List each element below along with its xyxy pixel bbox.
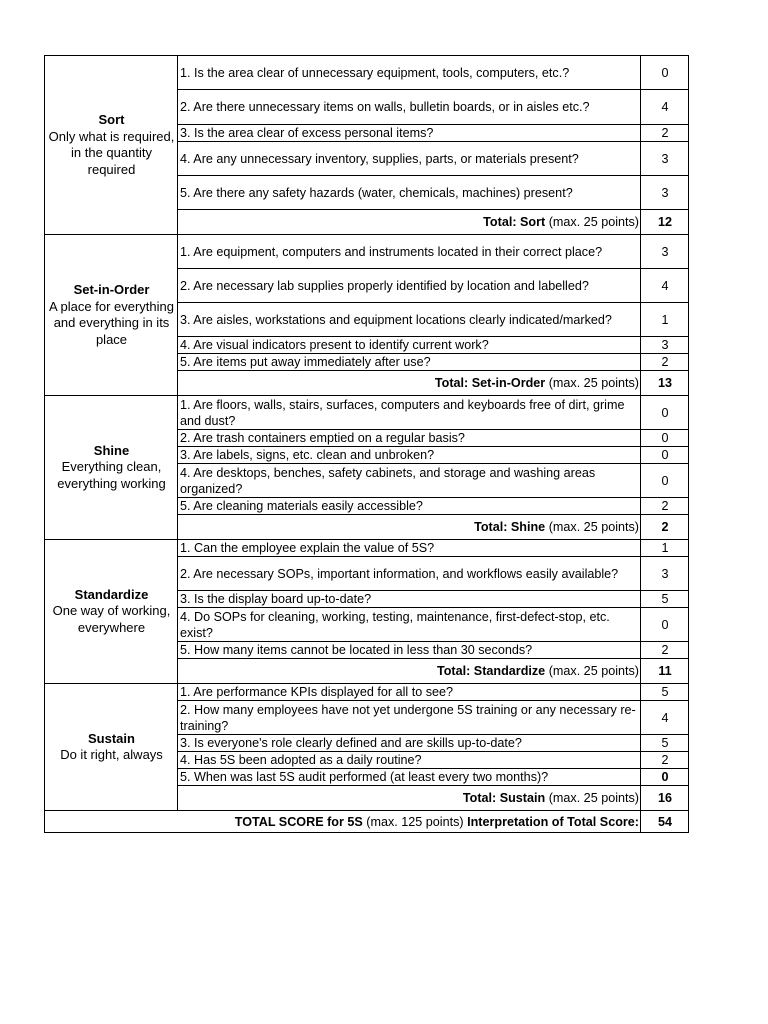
question-text: 5. When was last 5S audit performed (at least every two months)? — [178, 769, 641, 786]
category-total-value: 2 — [641, 515, 689, 540]
question-score: 0 — [641, 56, 689, 90]
question-text: 3. Are labels, signs, etc. clean and unbroken? — [178, 447, 641, 464]
question-text: 1. Are performance KPIs displayed for all to see? — [178, 684, 641, 701]
total-max-text: (max. 25 points) — [548, 215, 639, 229]
category-total-label — [178, 515, 641, 540]
question-score: 2 — [641, 498, 689, 515]
grand-total-title: TOTAL SCORE for 5S — [234, 814, 363, 829]
question-row — [45, 540, 689, 557]
category-description: Everything clean, everything working — [57, 459, 166, 491]
question-text: 1. Are equipment, computers and instruments located in their correct place? — [178, 235, 641, 269]
question-text: 5. How many items cannot be located in less than 30 seconds? — [178, 642, 641, 659]
question-text: 5. Are cleaning materials easily accessible? — [178, 498, 641, 515]
category-name: Set-in-Order — [73, 282, 150, 297]
question-score: 3 — [641, 142, 689, 176]
question-row — [45, 235, 689, 269]
question-score: 4 — [641, 90, 689, 125]
question-score: 3 — [641, 176, 689, 210]
category-total-value: 16 — [641, 786, 689, 811]
category-cell — [45, 235, 178, 396]
total-label-text: Total: Shine — [474, 520, 546, 534]
grand-total-value: 54 — [641, 811, 689, 833]
question-text: 2. Are necessary SOPs, important information, and workflows easily available? — [178, 557, 641, 591]
question-score: 0 — [641, 608, 689, 642]
question-score: 1 — [641, 303, 689, 337]
question-text: 4. Are any unnecessary inventory, supplies, parts, or materials present? — [178, 142, 641, 176]
total-max-text: (max. 25 points) — [548, 520, 639, 534]
question-row — [45, 684, 689, 701]
category-description: Only what is required, in the quantity required — [48, 128, 175, 177]
question-text: 2. Are necessary lab supplies properly identified by location and labelled? — [178, 269, 641, 303]
grand-total-label — [45, 811, 641, 833]
question-score: 2 — [641, 125, 689, 142]
category-name: Shine — [93, 442, 130, 458]
grand-total-row — [45, 811, 689, 833]
question-text: 3. Are aisles, workstations and equipment locations clearly indicated/marked? — [178, 303, 641, 337]
5s-audit-table — [44, 55, 689, 833]
question-text: 3. Is everyone's role clearly defined and are skills up-to-date? — [178, 735, 641, 752]
question-score: 4 — [641, 269, 689, 303]
question-text: 4. Has 5S been adopted as a daily routine? — [178, 752, 641, 769]
total-max-text: (max. 25 points) — [548, 664, 639, 678]
question-score: 2 — [641, 752, 689, 769]
total-label-text: Total: Sustain — [462, 791, 546, 805]
grand-total-max: (max. 125 points) — [366, 814, 464, 829]
question-text: 2. Are there unnecessary items on walls, bulletin boards, or in aisles etc.? — [178, 90, 641, 125]
category-cell — [45, 684, 178, 811]
question-text: 4. Are desktops, benches, safety cabinets, and storage and washing areas organized? — [178, 464, 641, 498]
category-name: Sort — [98, 112, 125, 127]
question-text: 5. Are items put away immediately after use? — [178, 354, 641, 371]
audit-table-body — [45, 56, 689, 833]
question-score: 1 — [641, 540, 689, 557]
question-text: 1. Are floors, walls, stairs, surfaces, computers and keyboards free of dirt, grime and dust? — [178, 396, 641, 430]
category-total-value: 12 — [641, 210, 689, 235]
category-name: Sustain — [88, 730, 135, 746]
category-total-label — [178, 210, 641, 235]
question-text: 3. Is the display board up-to-date? — [178, 591, 641, 608]
question-score: 3 — [641, 235, 689, 269]
total-label-text: Total: Sort — [483, 215, 546, 229]
question-score: 2 — [641, 642, 689, 659]
category-description: Do it right, always — [60, 747, 163, 762]
question-text: 4. Are visual indicators present to identify current work? — [178, 337, 641, 354]
question-score: 3 — [641, 337, 689, 354]
total-max-text: (max. 25 points) — [548, 791, 639, 805]
category-description: A place for everything and everything in its place — [48, 298, 175, 347]
question-text: 5. Are there any safety hazards (water, chemicals, machines) present? — [178, 176, 641, 210]
question-score: 5 — [641, 735, 689, 752]
question-row — [45, 56, 689, 90]
question-score: 0 — [641, 396, 689, 430]
question-text: 2. Are trash containers emptied on a regular basis? — [178, 430, 641, 447]
category-total-value: 13 — [641, 371, 689, 396]
total-label-text: Total: Standardize — [436, 664, 546, 678]
question-text: 3. Is the area clear of excess personal items? — [178, 125, 641, 142]
question-score: 3 — [641, 557, 689, 591]
category-total-label — [178, 786, 641, 811]
category-total-label — [178, 371, 641, 396]
question-row — [45, 396, 689, 430]
question-text: 1. Is the area clear of unnecessary equipment, tools, computers, etc.? — [178, 56, 641, 90]
question-score: 5 — [641, 591, 689, 608]
total-max-text: (max. 25 points) — [548, 376, 639, 390]
question-score: 4 — [641, 701, 689, 735]
question-score: 2 — [641, 354, 689, 371]
question-score: 0 — [641, 464, 689, 498]
question-score: 0 — [641, 447, 689, 464]
category-description: One way of working, everywhere — [52, 603, 171, 635]
category-cell — [45, 396, 178, 540]
question-text: 2. How many employees have not yet undergone 5S training or any necessary re-training? — [178, 701, 641, 735]
total-label-text: Total: Set-in-Order — [434, 376, 546, 390]
question-text: 4. Do SOPs for cleaning, working, testing, maintenance, first-defect-stop, etc. exist? — [178, 608, 641, 642]
category-name: Standardize — [74, 586, 149, 602]
question-score: 0 — [641, 769, 689, 786]
category-total-label — [178, 659, 641, 684]
category-cell — [45, 56, 178, 235]
category-cell — [45, 540, 178, 684]
question-score: 5 — [641, 684, 689, 701]
category-total-value: 11 — [641, 659, 689, 684]
interpretation-label: Interpretation of Total Score: — [467, 814, 639, 829]
question-score: 0 — [641, 430, 689, 447]
question-text: 1. Can the employee explain the value of 5S? — [178, 540, 641, 557]
